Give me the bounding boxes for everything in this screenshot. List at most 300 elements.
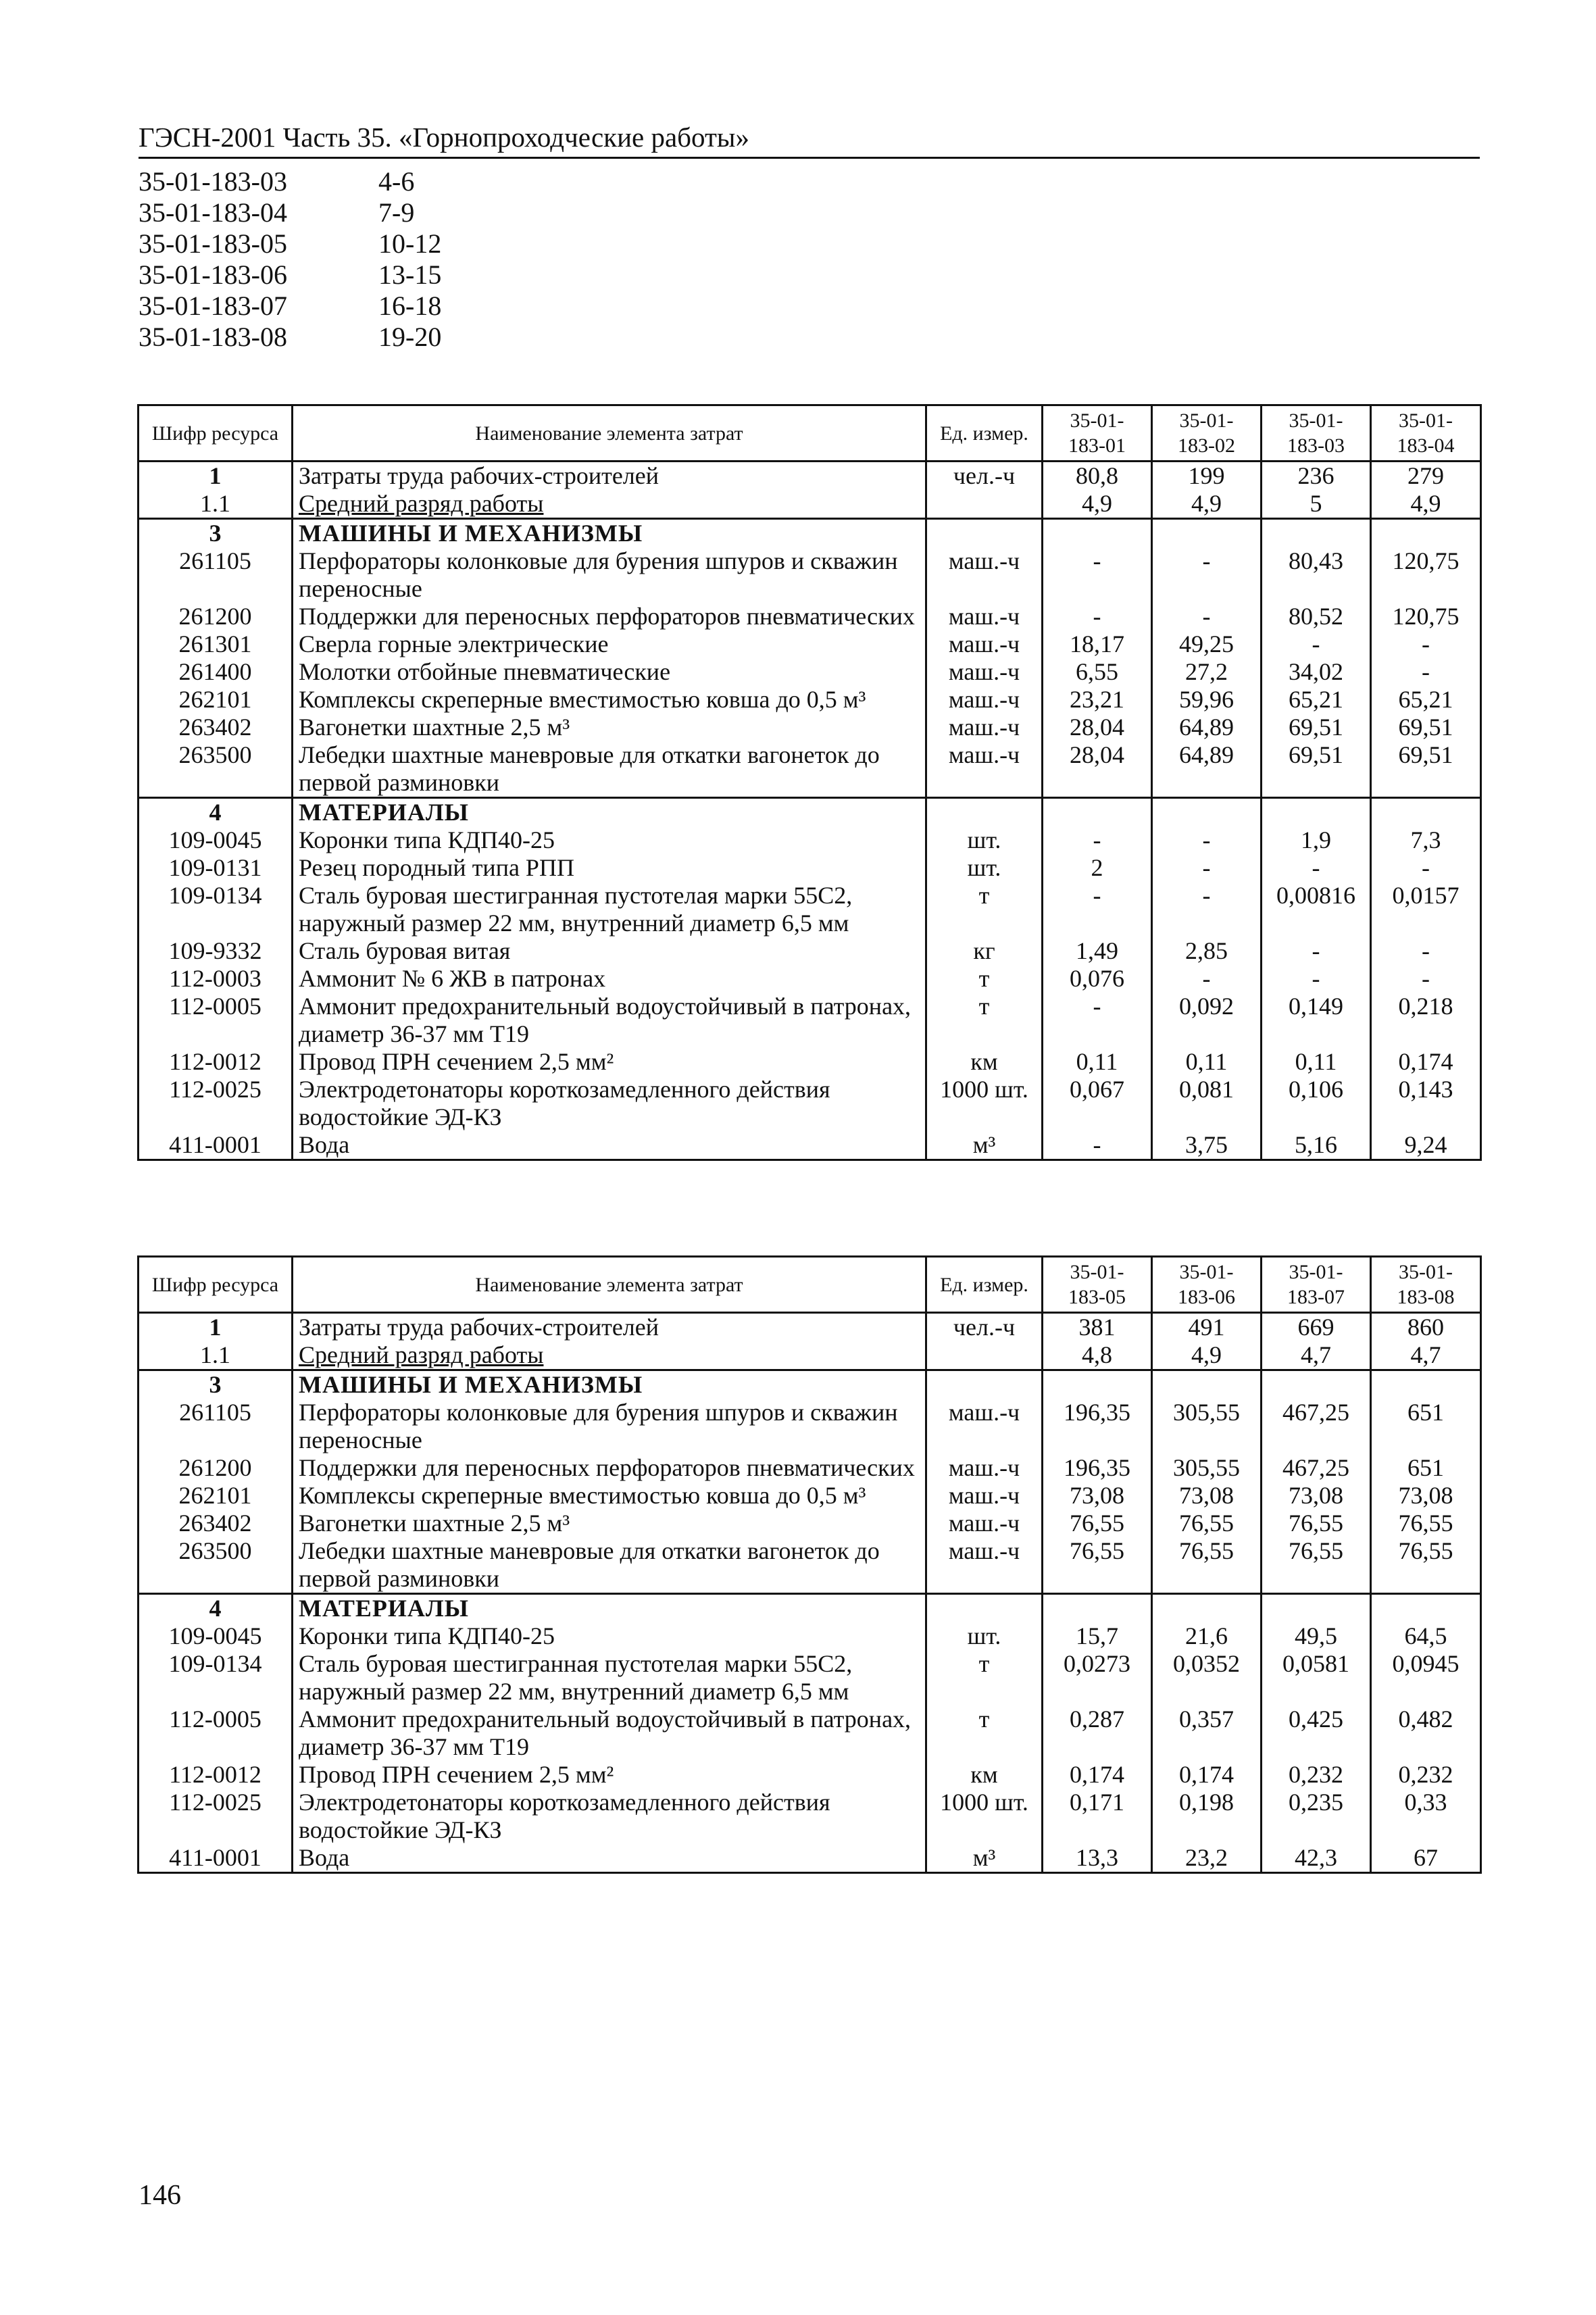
value-cell: 42,3 xyxy=(1262,1844,1371,1873)
header-resource-code: Шифр ресурса xyxy=(139,1257,293,1313)
value-cell: - xyxy=(1152,965,1262,993)
norm-table-1 xyxy=(137,404,1482,1161)
value-cell: 76,55 xyxy=(1043,1510,1152,1537)
value-cell: 0,0157 xyxy=(1371,882,1481,937)
cost-element-name xyxy=(293,1048,926,1076)
cost-element-text: Перфораторы колонковые для бурения шпуров и скважин переносные xyxy=(299,547,898,602)
section-row xyxy=(139,798,1481,827)
value-cell: 279 xyxy=(1371,462,1481,491)
cost-element-text: Вагонетки шахтные 2,5 м³ xyxy=(299,714,570,741)
value-cell: 69,51 xyxy=(1371,741,1481,798)
table-row xyxy=(139,1706,1481,1761)
code-range-row xyxy=(139,197,441,228)
value-cell: - xyxy=(1152,882,1262,937)
value-cell: 0,081 xyxy=(1152,1076,1262,1131)
empty-cell xyxy=(1152,1594,1262,1623)
table-row xyxy=(139,937,1481,965)
table-row xyxy=(139,1537,1481,1594)
cost-element-name xyxy=(293,630,926,658)
cost-element-name xyxy=(293,1789,926,1844)
unit-cell: чел.-ч xyxy=(926,1313,1043,1342)
table-row xyxy=(139,547,1481,603)
value-cell: - xyxy=(1371,658,1481,686)
empty-cell xyxy=(1371,1594,1481,1623)
cost-element-name xyxy=(293,1454,926,1482)
value-cell: 76,55 xyxy=(1152,1537,1262,1594)
value-cell: 669 xyxy=(1262,1313,1371,1342)
table-row xyxy=(139,1341,1481,1370)
value-cell: 305,55 xyxy=(1152,1454,1262,1482)
resource-code: 4 xyxy=(139,798,293,827)
value-cell: 0,11 xyxy=(1262,1048,1371,1076)
value-cell: 80,8 xyxy=(1043,462,1152,491)
table-row xyxy=(139,630,1481,658)
resource-code: 261400 xyxy=(139,658,293,686)
resource-code: 263402 xyxy=(139,714,293,741)
unit-cell: м³ xyxy=(926,1131,1043,1160)
value-cell: 1,49 xyxy=(1043,937,1152,965)
cost-element-name xyxy=(293,1537,926,1594)
value-cell: 381 xyxy=(1043,1313,1152,1342)
resource-code: 1.1 xyxy=(139,490,293,519)
table-row xyxy=(139,1789,1481,1844)
empty-cell xyxy=(926,1370,1043,1399)
cost-element-name xyxy=(293,686,926,714)
cost-element-text: Вода xyxy=(299,1844,350,1871)
value-cell: 0,00816 xyxy=(1262,882,1371,937)
header-unit: Ед. измер. xyxy=(926,1257,1043,1313)
cost-element-name xyxy=(293,1341,926,1370)
cost-element-text: Затраты труда рабочих-строителей xyxy=(299,1314,659,1341)
value-cell: - xyxy=(1152,854,1262,882)
header-norm-column: 35-01- 183-05 xyxy=(1043,1257,1152,1313)
code-range-row xyxy=(139,291,441,322)
unit-cell: т xyxy=(926,882,1043,937)
empty-cell xyxy=(926,519,1043,548)
value-cell: 76,55 xyxy=(1043,1537,1152,1594)
value-cell: 0,106 xyxy=(1262,1076,1371,1131)
value-cell: 6,55 xyxy=(1043,658,1152,686)
value-cell: - xyxy=(1152,826,1262,854)
unit-cell: маш.-ч xyxy=(926,603,1043,630)
table-row xyxy=(139,1761,1481,1789)
code-range-row xyxy=(139,322,441,353)
empty-cell xyxy=(1043,1370,1152,1399)
cost-element-name xyxy=(293,1706,926,1761)
cost-element-text: Коронки типа КДП40-25 xyxy=(299,1622,555,1649)
value-cell: - xyxy=(1043,547,1152,603)
table-row xyxy=(139,1844,1481,1873)
header-cost-element: Наименование элемента затрат xyxy=(293,405,926,462)
empty-cell xyxy=(1262,1594,1371,1623)
cost-element-text: Сталь буровая шестигранная пустотелая марки 55С2, наружный размер 22 мм, внутренний диаметр 6,5 мм xyxy=(299,1650,853,1705)
cost-element-text: Перфораторы колонковые для бурения шпуров и скважин переносные xyxy=(299,1399,898,1453)
table-row xyxy=(139,1650,1481,1706)
value-cell: 0,482 xyxy=(1371,1706,1481,1761)
resource-code: 109-0134 xyxy=(139,882,293,937)
unit-cell: шт. xyxy=(926,1622,1043,1650)
cost-element-name xyxy=(293,547,926,603)
value-cell: 0,171 xyxy=(1043,1789,1152,1844)
value-cell: 0,143 xyxy=(1371,1076,1481,1131)
table-row xyxy=(139,1399,1481,1454)
value-cell: - xyxy=(1262,937,1371,965)
value-cell: - xyxy=(1043,993,1152,1048)
cost-element-name xyxy=(293,1131,926,1160)
cost-element-name xyxy=(293,1622,926,1650)
header-norm-column: 35-01- 183-06 xyxy=(1152,1257,1262,1313)
value-cell: 76,55 xyxy=(1371,1510,1481,1537)
code-range-list xyxy=(139,166,441,353)
resource-code: 109-0134 xyxy=(139,1650,293,1706)
cost-element-text: Молотки отбойные пневматические xyxy=(299,658,671,685)
value-cell: 73,08 xyxy=(1262,1482,1371,1510)
value-cell: 0,11 xyxy=(1043,1048,1152,1076)
cost-element-text: Поддержки для переносных перфораторов пневматических xyxy=(299,1454,915,1481)
value-cell: 34,02 xyxy=(1262,658,1371,686)
cost-element-name xyxy=(293,490,926,519)
value-cell: 0,235 xyxy=(1262,1789,1371,1844)
cost-element-text: Сверла горные электрические xyxy=(299,630,609,657)
unit-cell xyxy=(926,490,1043,519)
cost-element-name xyxy=(293,714,926,741)
value-cell: 0,174 xyxy=(1371,1048,1481,1076)
section-row xyxy=(139,1370,1481,1399)
empty-cell xyxy=(1043,798,1152,827)
cost-element-text: Вода xyxy=(299,1131,350,1158)
value-cell: 73,08 xyxy=(1043,1482,1152,1510)
value-cell: 236 xyxy=(1262,462,1371,491)
code-range-row xyxy=(139,166,441,197)
value-cell: 0,232 xyxy=(1371,1761,1481,1789)
value-cell: 7,3 xyxy=(1371,826,1481,854)
table-row xyxy=(139,1048,1481,1076)
value-cell: 5 xyxy=(1262,490,1371,519)
cost-element-name xyxy=(293,1650,926,1706)
table-row xyxy=(139,658,1481,686)
norm-code: 35-01-183-07 xyxy=(139,291,287,321)
value-cell: 65,21 xyxy=(1371,686,1481,714)
table-header-row xyxy=(139,1257,1481,1313)
value-cell: 76,55 xyxy=(1262,1537,1371,1594)
unit-cell: чел.-ч xyxy=(926,462,1043,491)
empty-cell xyxy=(1371,519,1481,548)
value-cell: 120,75 xyxy=(1371,603,1481,630)
value-cell: 491 xyxy=(1152,1313,1262,1342)
value-cell: 28,04 xyxy=(1043,714,1152,741)
resource-code: 261301 xyxy=(139,630,293,658)
value-cell: 467,25 xyxy=(1262,1454,1371,1482)
unit-cell: м³ xyxy=(926,1844,1043,1873)
value-cell: 2 xyxy=(1043,854,1152,882)
value-cell: 64,5 xyxy=(1371,1622,1481,1650)
value-cell: 0,0581 xyxy=(1262,1650,1371,1706)
value-cell: 0,076 xyxy=(1043,965,1152,993)
table-row xyxy=(139,1076,1481,1131)
cost-element-name xyxy=(293,1076,926,1131)
cost-element-name xyxy=(293,1844,926,1873)
value-cell: 69,51 xyxy=(1262,741,1371,798)
value-cell: - xyxy=(1043,603,1152,630)
value-cell: 76,55 xyxy=(1262,1510,1371,1537)
cost-element-text: Провод ПРН сечением 2,5 мм² xyxy=(299,1048,614,1075)
norm-code: 35-01-183-06 xyxy=(139,259,287,290)
unit-cell xyxy=(926,1341,1043,1370)
table-row xyxy=(139,1454,1481,1482)
header-resource-code: Шифр ресурса xyxy=(139,405,293,462)
value-cell: 0,174 xyxy=(1152,1761,1262,1789)
unit-cell: маш.-ч xyxy=(926,547,1043,603)
resource-code: 112-0012 xyxy=(139,1048,293,1076)
value-cell: 80,52 xyxy=(1262,603,1371,630)
value-cell: - xyxy=(1262,630,1371,658)
cost-element-text: Аммонит предохранительный водоустойчивый в патронах, диаметр 36-37 мм Т19 xyxy=(299,1706,912,1760)
unit-cell: т xyxy=(926,965,1043,993)
value-cell: 73,08 xyxy=(1152,1482,1262,1510)
cost-element-text: Электродетонаторы короткозамедленного действия водостойкие ЭД-КЗ xyxy=(299,1076,830,1130)
table-header-row xyxy=(139,405,1481,462)
resource-code: 263402 xyxy=(139,1510,293,1537)
unit-cell: маш.-ч xyxy=(926,686,1043,714)
table-range: 7-9 xyxy=(378,197,415,228)
cost-element-name xyxy=(293,1399,926,1454)
resource-code: 262101 xyxy=(139,686,293,714)
resource-code: 112-0005 xyxy=(139,993,293,1048)
value-cell: 76,55 xyxy=(1371,1537,1481,1594)
cost-element-text: Коронки типа КДП40-25 xyxy=(299,826,555,853)
resource-code: 263500 xyxy=(139,1537,293,1594)
value-cell: 651 xyxy=(1371,1454,1481,1482)
value-cell: 4,7 xyxy=(1262,1341,1371,1370)
section-title: МАШИНЫ И МЕХАНИЗМЫ xyxy=(293,519,926,548)
resource-code: 112-0003 xyxy=(139,965,293,993)
value-cell: 27,2 xyxy=(1152,658,1262,686)
value-cell: 0,287 xyxy=(1043,1706,1152,1761)
value-cell: 120,75 xyxy=(1371,547,1481,603)
value-cell: - xyxy=(1262,965,1371,993)
value-cell: 0,357 xyxy=(1152,1706,1262,1761)
cost-element-text: Сталь буровая шестигранная пустотелая марки 55С2, наружный размер 22 мм, внутренний диаметр 6,5 мм xyxy=(299,882,853,937)
value-cell: - xyxy=(1371,854,1481,882)
value-cell: 67 xyxy=(1371,1844,1481,1873)
empty-cell xyxy=(1043,1594,1152,1623)
page-number: 146 xyxy=(139,2180,181,2211)
header-cost-element: Наименование элемента затрат xyxy=(293,1257,926,1313)
unit-cell: т xyxy=(926,993,1043,1048)
cost-element-name xyxy=(293,1313,926,1342)
cost-element-name xyxy=(293,965,926,993)
table-row xyxy=(139,1482,1481,1510)
unit-cell: км xyxy=(926,1761,1043,1789)
cost-element-text: Электродетонаторы короткозамедленного действия водостойкие ЭД-КЗ xyxy=(299,1789,830,1843)
norm-code: 35-01-183-08 xyxy=(139,322,287,352)
value-cell: 76,55 xyxy=(1152,1510,1262,1537)
empty-cell xyxy=(1152,1370,1262,1399)
value-cell: 18,17 xyxy=(1043,630,1152,658)
value-cell: 59,96 xyxy=(1152,686,1262,714)
value-cell: 5,16 xyxy=(1262,1131,1371,1160)
table-range: 4-6 xyxy=(378,166,415,197)
value-cell: 69,51 xyxy=(1262,714,1371,741)
table-range: 16-18 xyxy=(378,291,442,321)
cost-element-text: Аммонит № 6 ЖВ в патронах xyxy=(299,965,606,992)
value-cell: 4,7 xyxy=(1371,1341,1481,1370)
value-cell: 0,149 xyxy=(1262,993,1371,1048)
unit-cell: маш.-ч xyxy=(926,1537,1043,1594)
table-row xyxy=(139,714,1481,741)
header-norm-column: 35-01- 183-02 xyxy=(1152,405,1262,462)
cost-element-name xyxy=(293,658,926,686)
resource-code: 112-0025 xyxy=(139,1076,293,1131)
value-cell: 0,067 xyxy=(1043,1076,1152,1131)
unit-cell: 1000 шт. xyxy=(926,1076,1043,1131)
resource-code: 261105 xyxy=(139,547,293,603)
unit-cell: шт. xyxy=(926,854,1043,882)
empty-cell xyxy=(1152,519,1262,548)
unit-cell: маш.-ч xyxy=(926,1454,1043,1482)
value-cell: 4,8 xyxy=(1043,1341,1152,1370)
value-cell: - xyxy=(1152,603,1262,630)
value-cell: 0,218 xyxy=(1371,993,1481,1048)
empty-cell xyxy=(1262,798,1371,827)
table-row xyxy=(139,686,1481,714)
value-cell: 4,9 xyxy=(1371,490,1481,519)
unit-cell: маш.-ч xyxy=(926,1510,1043,1537)
cost-element-text: Комплексы скреперные вместимостью ковша до 0,5 м³ xyxy=(299,686,866,713)
table-row xyxy=(139,993,1481,1048)
value-cell: 80,43 xyxy=(1262,547,1371,603)
cost-element-name xyxy=(293,826,926,854)
table-row xyxy=(139,965,1481,993)
cost-element-text: Провод ПРН сечением 2,5 мм² xyxy=(299,1761,614,1788)
value-cell: 64,89 xyxy=(1152,714,1262,741)
value-cell: 73,08 xyxy=(1371,1482,1481,1510)
empty-cell xyxy=(926,798,1043,827)
value-cell: 196,35 xyxy=(1043,1454,1152,1482)
unit-cell: км xyxy=(926,1048,1043,1076)
section-title: МАТЕРИАЛЫ xyxy=(293,1594,926,1623)
resource-code: 109-0045 xyxy=(139,826,293,854)
value-cell: 28,04 xyxy=(1043,741,1152,798)
resource-code: 261200 xyxy=(139,603,293,630)
value-cell: 0,174 xyxy=(1043,1761,1152,1789)
value-cell: - xyxy=(1371,965,1481,993)
value-cell: 15,7 xyxy=(1043,1622,1152,1650)
resource-code: 1.1 xyxy=(139,1341,293,1370)
resource-code: 1 xyxy=(139,462,293,491)
empty-cell xyxy=(1043,519,1152,548)
norm-code: 35-01-183-03 xyxy=(139,166,287,197)
value-cell: - xyxy=(1043,826,1152,854)
value-cell: - xyxy=(1043,882,1152,937)
table-row xyxy=(139,1313,1481,1342)
cost-element-name xyxy=(293,1510,926,1537)
value-cell: 1,9 xyxy=(1262,826,1371,854)
resource-code: 261105 xyxy=(139,1399,293,1454)
cost-element-text: Сталь буровая витая xyxy=(299,937,511,964)
table-row xyxy=(139,490,1481,519)
value-cell: 64,89 xyxy=(1152,741,1262,798)
empty-cell xyxy=(1262,519,1371,548)
value-cell: 9,24 xyxy=(1371,1131,1481,1160)
cost-element-text: Поддержки для переносных перфораторов пневматических xyxy=(299,603,915,630)
cost-element-name xyxy=(293,937,926,965)
value-cell: 4,9 xyxy=(1152,490,1262,519)
table-row xyxy=(139,1622,1481,1650)
cost-element-name xyxy=(293,854,926,882)
value-cell: 0,11 xyxy=(1152,1048,1262,1076)
empty-cell xyxy=(1371,1370,1481,1399)
cost-element-name xyxy=(293,882,926,937)
norm-code: 35-01-183-04 xyxy=(139,197,287,228)
cost-element-name xyxy=(293,462,926,491)
table-row xyxy=(139,1510,1481,1537)
cost-element-text: Лебедки шахтные маневровые для откатки вагонеток до первой разминовки xyxy=(299,1537,880,1592)
value-cell: 0,0352 xyxy=(1152,1650,1262,1706)
unit-cell: шт. xyxy=(926,826,1043,854)
table-row xyxy=(139,1131,1481,1160)
header-norm-column: 35-01- 183-08 xyxy=(1371,1257,1481,1313)
table-range: 10-12 xyxy=(378,228,442,259)
value-cell: 23,21 xyxy=(1043,686,1152,714)
value-cell: 49,25 xyxy=(1152,630,1262,658)
resource-code: 112-0005 xyxy=(139,1706,293,1761)
cost-element-name xyxy=(293,1482,926,1510)
table-range: 13-15 xyxy=(378,259,442,290)
value-cell: 13,3 xyxy=(1043,1844,1152,1873)
value-cell: 0,0273 xyxy=(1043,1650,1152,1706)
value-cell: - xyxy=(1371,630,1481,658)
value-cell: 0,0945 xyxy=(1371,1650,1481,1706)
resource-code: 262101 xyxy=(139,1482,293,1510)
empty-cell xyxy=(1152,798,1262,827)
value-cell: 199 xyxy=(1152,462,1262,491)
table-row xyxy=(139,741,1481,798)
table-row xyxy=(139,854,1481,882)
value-cell: 0,425 xyxy=(1262,1706,1371,1761)
resource-code: 112-0025 xyxy=(139,1789,293,1844)
value-cell: - xyxy=(1371,937,1481,965)
unit-cell: маш.-ч xyxy=(926,714,1043,741)
cost-element-text: Средний разряд работы xyxy=(299,1341,544,1368)
cost-element-text: Лебедки шахтные маневровые для откатки вагонеток до первой разминовки xyxy=(299,741,880,796)
table-row xyxy=(139,826,1481,854)
resource-code: 3 xyxy=(139,519,293,548)
unit-cell: маш.-ч xyxy=(926,741,1043,798)
value-cell: 4,9 xyxy=(1152,1341,1262,1370)
value-cell: 0,092 xyxy=(1152,993,1262,1048)
value-cell: - xyxy=(1262,854,1371,882)
cost-element-name xyxy=(293,1761,926,1789)
value-cell: 0,232 xyxy=(1262,1761,1371,1789)
empty-cell xyxy=(1262,1370,1371,1399)
unit-cell: маш.-ч xyxy=(926,1399,1043,1454)
value-cell: 4,9 xyxy=(1043,490,1152,519)
cost-element-name xyxy=(293,741,926,798)
value-cell: - xyxy=(1152,547,1262,603)
value-cell: 2,85 xyxy=(1152,937,1262,965)
unit-cell: маш.-ч xyxy=(926,630,1043,658)
section-row xyxy=(139,519,1481,548)
value-cell: 651 xyxy=(1371,1399,1481,1454)
table-row xyxy=(139,882,1481,937)
page-header: ГЭСН-2001 Часть 35. «Горнопроходческие работы» xyxy=(139,120,1480,159)
cost-element-name xyxy=(293,603,926,630)
value-cell: 467,25 xyxy=(1262,1399,1371,1454)
unit-cell: т xyxy=(926,1650,1043,1706)
cost-element-text: Затраты труда рабочих-строителей xyxy=(299,462,659,489)
section-title: МАТЕРИАЛЫ xyxy=(293,798,926,827)
